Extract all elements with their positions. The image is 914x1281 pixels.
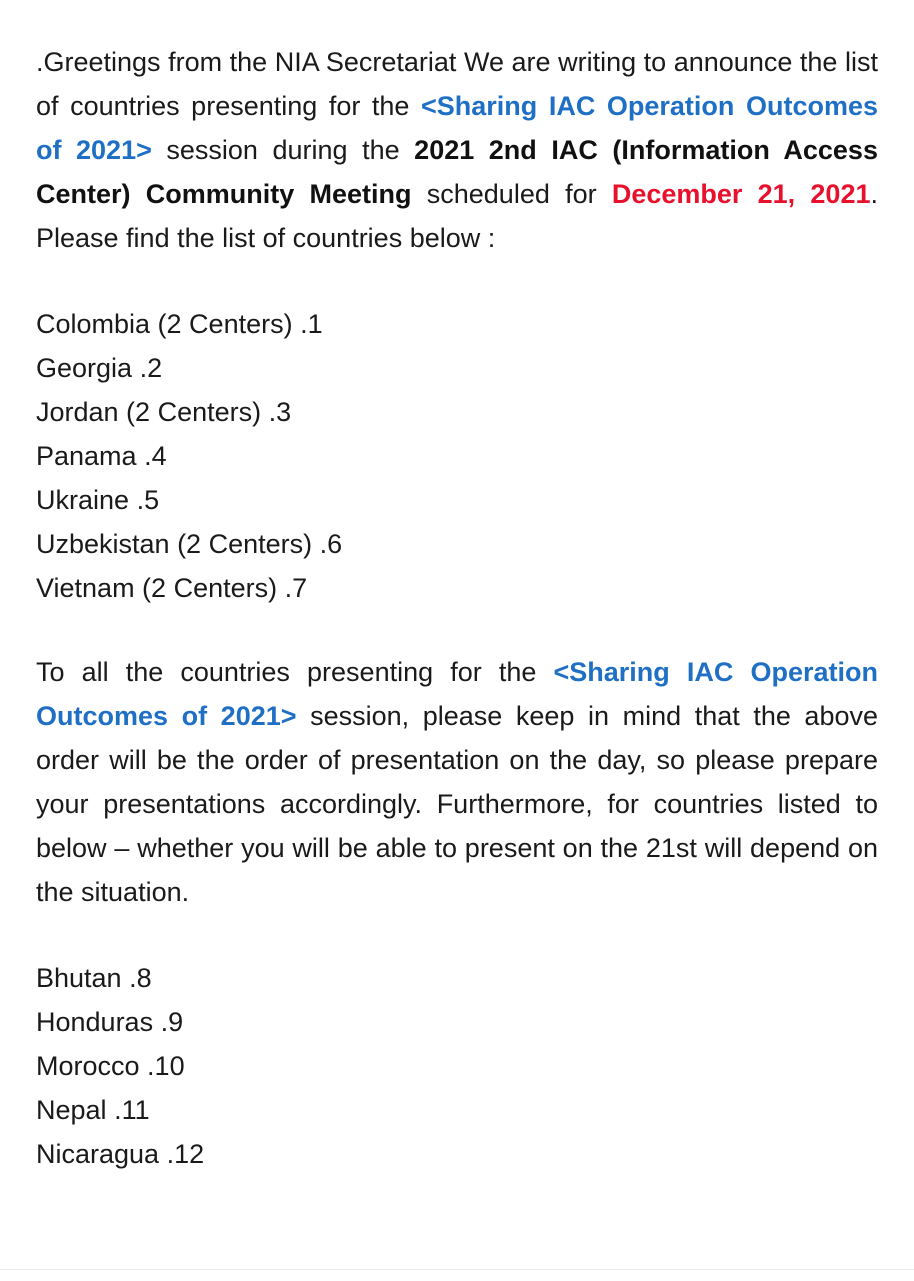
bottom-divider [0,1269,914,1281]
list-item-number: .7 [284,573,308,603]
session-title-link-1[interactable]: <Sharing IAC Operation Outcomes of 2021> [36,91,878,165]
list-item [36,1132,878,1176]
list-item-country: Jordan (2 Centers) [36,397,262,427]
list-item [36,346,878,390]
list-item [36,302,878,346]
list-item [36,566,878,610]
second-paragraph [36,650,878,914]
list-item-country: Georgia [36,353,133,383]
list-item-country: Bhutan [36,963,122,993]
spacer-bottom [36,914,878,956]
list-item [36,522,878,566]
para2-text-2: session, please keep in mind that the above order will be the order of presentation on the day, so please prepare your presentations accordingly. Furthermore, for countries listed to below – whether you will be able to present on the 21st will depend on the situation. [36,701,878,907]
list-item [36,956,878,1000]
list-item-country: Nicaragua [36,1139,160,1169]
intro-text-4: . Please find the list of countries below : [36,179,878,253]
list-item-country: Ukraine [36,485,130,515]
intro-paragraph [36,40,878,260]
list-item-number: .8 [129,963,152,993]
list-item [36,1000,878,1044]
list-item-number: .9 [160,1007,184,1037]
list-item-country: Colombia (2 Centers) [36,309,293,339]
para2-text-1: To all the countries presenting for the [36,657,537,687]
list-item-number: .6 [319,529,343,559]
list-item-country: Honduras [36,1007,154,1037]
list-item-number: .4 [144,441,167,471]
list-item-country: Vietnam (2 Centers) [36,573,278,603]
intro-text-2: session during the [166,135,400,165]
greeting-line: .Greetings from the NIA Secretariat [36,47,457,77]
list-item-number: .1 [300,309,323,339]
list-item-number: .10 [147,1051,185,1081]
spacer-middle [36,610,878,650]
intro-text-1: We are writing to announce the list of countries presenting for the [36,47,878,121]
list-item-country: Nepal [36,1095,107,1125]
list-item-country: Uzbekistan (2 Centers) [36,529,313,559]
session-title-link-2[interactable]: <Sharing IAC Operation Outcomes of 2021> [36,657,878,731]
list-item-number: .3 [268,397,292,427]
list-item-country: Panama [36,441,137,471]
countries-primary-list [36,302,878,610]
list-item [36,1088,878,1132]
intro-text-3: scheduled for [426,179,597,209]
list-item [36,1044,878,1088]
list-item [36,434,878,478]
list-item-number: .12 [166,1139,205,1169]
list-item [36,478,878,522]
meeting-name: 2021 2nd IAC (Information Access Center) Community Meeting [36,135,878,209]
meeting-date: December 21, 2021 [611,179,871,209]
list-item-number: .2 [139,353,163,383]
list-item [36,390,878,434]
list-item-number: .11 [114,1095,150,1125]
countries-secondary-list [36,956,878,1176]
list-item-country: Morocco [36,1051,140,1081]
list-item-number: .5 [136,485,160,515]
spacer-top [36,260,878,302]
